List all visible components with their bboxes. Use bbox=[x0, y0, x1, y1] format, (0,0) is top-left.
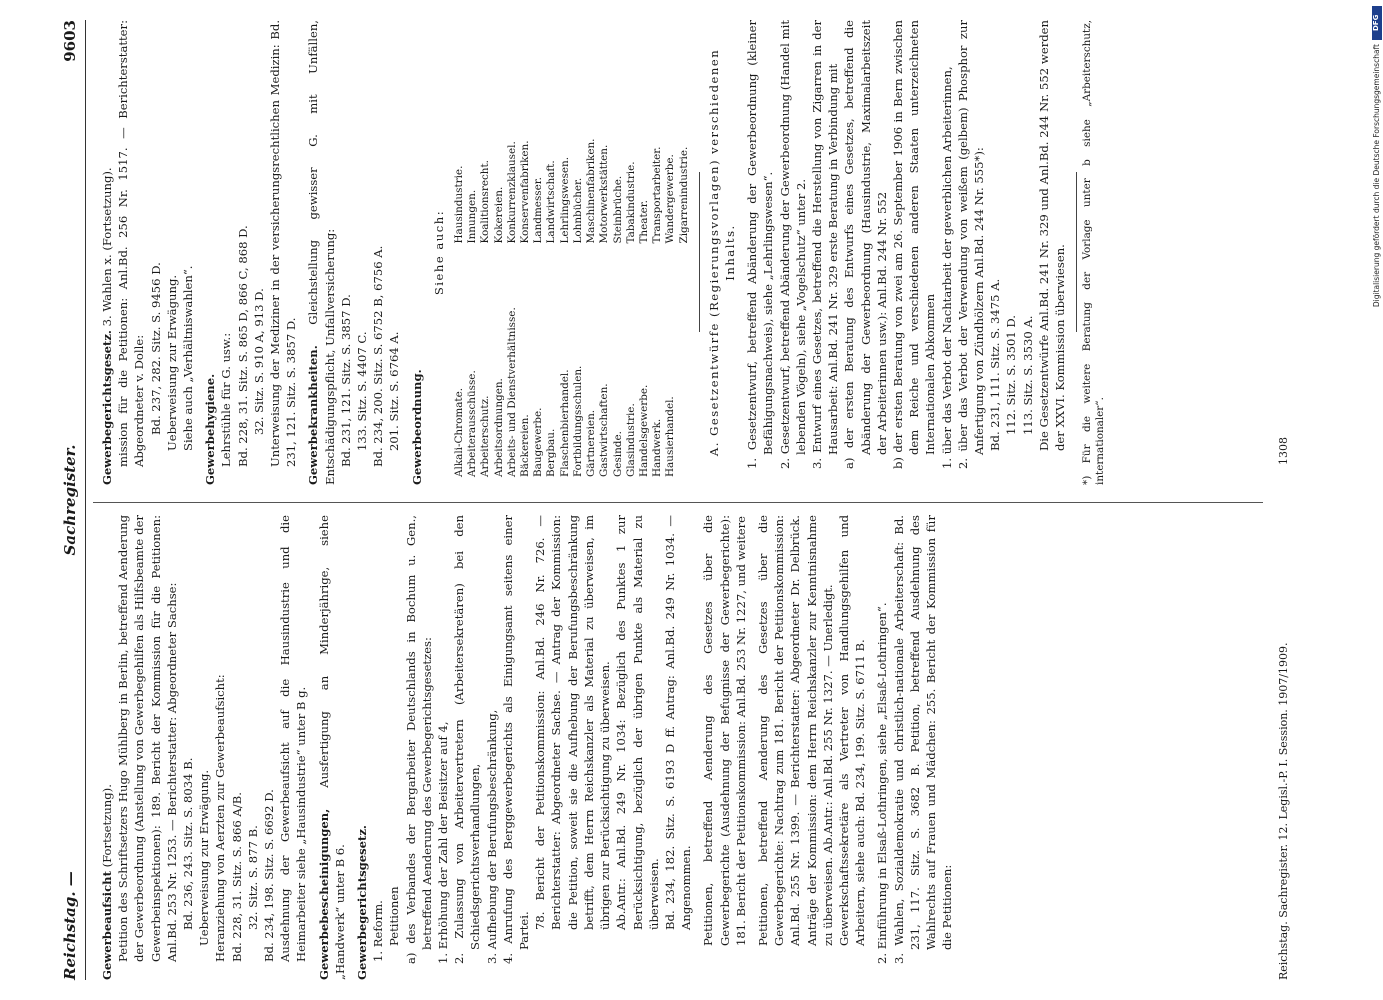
entry-keyword: Gewerbebescheinigungen, bbox=[316, 808, 331, 980]
entry-text: 2. Zulassung von Arbeitervertretern (Arbeitersekretären) bei den Schiedsgerichtsverhandlungen, bbox=[452, 515, 483, 964]
entry-keyword: Gewerbegerichtsgesetz. bbox=[100, 330, 114, 485]
entry-text: Unterweisung der Mediziner in der versicherungsrechtlichen Medizin: Bd. 231, 121. Sitz. S. 3857 D. bbox=[268, 20, 299, 467]
see-also-item: Hausindustrie. bbox=[453, 165, 466, 244]
see-also-item: Flaschenbierhandel. bbox=[558, 369, 571, 477]
entry-text: Die Gesetzentwürfe Anl.Bd. 241 Nr. 329 und Anl.Bd. 244 Nr. 552 werden der XXVI. Kommission überwiesen. bbox=[1036, 20, 1067, 451]
rotated-register-page bbox=[45, 0, 1345, 1000]
section-heading: A. Gesetzentwürfe (Regierungsvorlagen) verschiedenen Inhalts. bbox=[706, 48, 737, 457]
see-also-item: Handelsgewerbe. bbox=[637, 384, 650, 477]
entry-text: 112. Sitz. S. 3501 D. bbox=[1004, 315, 1019, 435]
see-also-item: Arbeits- und Dienstverhältnisse. bbox=[505, 307, 518, 477]
entry-text: 133. Sitz. S. 4407 C. bbox=[355, 331, 370, 451]
see-also-item: Koalitionsrecht. bbox=[479, 160, 492, 244]
header-center: Sachregister. bbox=[61, 444, 79, 556]
entry-text: 113. Sitz. S. 3530 A. bbox=[1020, 315, 1035, 435]
dfg-logo: DFG bbox=[1372, 6, 1382, 40]
entry-text: a) des Verbandes der Bergarbeiter Deutschlands in Bochum u. Gen., betreffend Aenderung des Gewerbegerichtsgesetzes: bbox=[403, 515, 434, 964]
see-also-item: Arbeiterschutz. bbox=[479, 395, 492, 477]
entry-keyword: Gewerbegerichtsgesetz. bbox=[355, 825, 370, 980]
right-column bbox=[93, 20, 1107, 485]
see-also-item: Wandergewerbe. bbox=[664, 154, 677, 244]
entry-text: Lehrstühle für G. usw.: bbox=[219, 332, 234, 467]
left-column bbox=[93, 515, 955, 980]
entry-text: Bd. 228, 31. Sitz. S. 866 A/B. bbox=[229, 792, 244, 962]
see-also-item: Glasindustrie. bbox=[624, 403, 637, 477]
see-also-item: Arbeitsordnungen. bbox=[492, 378, 505, 477]
entry-text: mission für die Petitionen: Anl.Bd. 256 Nr. 1517. — Berichterstatter: Abgeordneter v. Dolle: bbox=[116, 20, 147, 467]
entry-text: Petitionen, betreffend Aenderung des Gesetzes über die Gewerbegerichte: Nachtrag zum 181. Bericht der Petitionskommission: Anl.Bd. 255 Nr. 1399. — Berichterstatter: Abgeordneter Dr. Delbrück. Anträge der Kommission: dem Herrn Reichskanzler zur Kenntnisnahme zu überweisen. Ab.Antr.: Anl.Bd. 255 Nr. 1327. — Unerledigt. bbox=[755, 515, 835, 946]
footer-left: Reichstag. Sachregister. 12. Legisl.-P. I. Session. 1907/1909. bbox=[1277, 642, 1290, 980]
entry-text: 32. Sitz. S. 910 A, 913 D. bbox=[251, 288, 266, 435]
entry-keyword-suffix: (Fortsetzung). bbox=[100, 784, 114, 872]
entry-text: Petitionen bbox=[387, 886, 402, 946]
see-also-item: Innungen. bbox=[466, 189, 479, 244]
footer-signature: 1308 bbox=[1277, 437, 1290, 465]
see-also-item: Alkali-Chromate. bbox=[453, 387, 466, 477]
see-also-item: Motorwerkstätten. bbox=[598, 144, 611, 244]
entry-text: Ueberweisung zur Erwägung. bbox=[197, 769, 212, 946]
entry-text: 3. Aufhebung der Berufungsbeschränkung, bbox=[484, 709, 499, 964]
entry-text: Ab.Antr.: Anl.Bd. 249 Nr. 1034: Bezüglich des Punktes 1 zur Berücksichtigung, bezüglich der übrigen Punkte als Material zu überweisen. bbox=[614, 515, 661, 930]
entry-text: 4. Anrufung des Berggewerbegerichts als Einigungsamt seitens einer Partei. bbox=[500, 515, 532, 964]
entry-text: 1. Gesetzentwurf, betreffend Abänderung der Gewerbeordnung (kleiner Befähigungsnachweis), siehe „Lehrlingswesen“. bbox=[745, 20, 776, 469]
entry-heading bbox=[316, 515, 348, 980]
see-also-item: Konservenfabriken. bbox=[519, 140, 532, 244]
entry-keyword: Gewerbeaufsicht bbox=[100, 871, 114, 980]
see-also-item: Gesinde. bbox=[611, 431, 624, 477]
see-also-list bbox=[453, 20, 691, 485]
page-header bbox=[61, 20, 83, 980]
entry-text: Bd. 228, 31. Sitz. S. 865 D, 866 C, 868 D. bbox=[235, 225, 250, 467]
entry-keyword: Gewerbeordnung. bbox=[409, 369, 424, 485]
entry-text: Siehe auch „Verhältniswahlen“. bbox=[181, 265, 196, 451]
entry-text: Bd. 236, 243. Sitz. S. 8034 B. bbox=[181, 757, 196, 930]
header-rule bbox=[85, 20, 86, 980]
entry-text: Bd. 234, 182. Sitz. S. 6193 D ff. Antrag: Anl.Bd. 249 Nr. 1034. — Angenommen. bbox=[662, 515, 694, 930]
see-also-item: Theater. bbox=[637, 200, 650, 244]
see-also-list-b bbox=[453, 20, 691, 244]
see-also-item: Baugewerbe. bbox=[532, 407, 545, 477]
see-also-item: Transportarbeiter. bbox=[651, 146, 664, 244]
see-also-item: Gärtnereien. bbox=[585, 409, 598, 477]
footnote-divider bbox=[1076, 173, 1077, 333]
see-also-item: Maschinenfabriken. bbox=[585, 138, 598, 244]
entry-text: Ueberweisung zur Erwägung. bbox=[164, 274, 179, 451]
entry-text: Gewerkschaftssekretäre als Vertreter von Handlungsgehilfen und Arbeitern, siehe auch: Bd. 234, 199. Sitz. S. 6711 B. bbox=[836, 515, 868, 946]
see-also-item: Bäckereien. bbox=[519, 414, 532, 477]
entry-text: Petitionen, betreffend Aenderung des Gesetzes über die Gewerbegerichte (Ausdehnung der Befugnisse der Gewerbegerichte): 181. Bericht der Petitionskommission: Anl.Bd. 253 Nr. 1227, und weitere bbox=[701, 515, 748, 946]
entry-text: 1. Reform. bbox=[371, 900, 386, 962]
see-also-item: Kokereien. bbox=[492, 186, 505, 244]
see-also-item: Handwerk. bbox=[651, 418, 664, 477]
column-rule bbox=[93, 502, 1263, 503]
entry-text: Bd. 237, 282. Sitz. S. 9456 D. bbox=[148, 262, 163, 435]
see-also-item: Bergbau. bbox=[545, 428, 558, 477]
see-also-item: Lohnbücher. bbox=[571, 177, 584, 244]
entry-keyword-suffix: Ausfertigung an Minderjährige, siehe „Handwerk“ unter B 6. bbox=[316, 515, 347, 980]
see-also-item: Arbeiterausschüsse. bbox=[466, 370, 479, 477]
entry-text: 2. Einführung in Elsaß-Lothringen, siehe „Elsaß-Lothringen“. bbox=[875, 602, 890, 964]
entry-text: 201. Sitz. S. 6764 A. bbox=[387, 331, 402, 451]
entry-text: 1. Erhöhung der Zahl der Beisitzer auf 4, bbox=[436, 721, 451, 964]
page-number: 9603 bbox=[61, 20, 79, 62]
entry-text: Heranziehung von Aerzten zur Gewerbeaufsicht: bbox=[213, 674, 228, 962]
entry-text: 3. Wahlen, Sozialdemokratie und christlich-nationale Arbeiterschaft: Bd. 231, 117. Sitz. S. 3682 B. Petition, betreffend Ausdehnung des Wahlrechts auf Frauen und Mädchen: 255. Bericht der Kommission für die Petitionen: bbox=[891, 515, 955, 964]
entry-keyword-suffix: Gleichstellung gewisser G. mit Unfällen, Entschädigungspflicht, Unfallversicherung: bbox=[306, 20, 337, 485]
entry-heading bbox=[202, 20, 218, 485]
entry-heading bbox=[354, 515, 370, 980]
see-also-item: Konkurrenzklausel. bbox=[505, 141, 518, 244]
entry-text: 32. Sitz. S. 877 B. bbox=[245, 825, 260, 930]
entry-heading bbox=[99, 20, 115, 485]
see-also-item: Lehrlingswesen. bbox=[558, 156, 571, 244]
see-also-item: Gastwirtschaften. bbox=[598, 383, 611, 477]
section-heading: Siehe auch: bbox=[431, 209, 446, 296]
entry-text: a) der ersten Beratung des Entwurfs eines Gesetzes, betreffend die Abänderung der Gewerbeordnung (Hausindustrie, Maximalarbeitszeit der Arbeiterinnen usw.): Anl.Bd. 244 Nr. 552 bbox=[842, 20, 889, 469]
entry-keyword-suffix: 3. Wahlen x. (Fortsetzung). bbox=[100, 167, 114, 331]
entry-text: 2. über das Verbot der Verwendung von weißem (gelbem) Phosphor zur Anfertigung von Zündhölzern Anl.Bd. 244 Nr. 555*): bbox=[955, 20, 986, 469]
entry-text: Bd. 234, 198. Sitz. S. 6692 D. bbox=[262, 789, 277, 962]
entry-text: Bd. 231, 121. Sitz. S. 3857 D. bbox=[338, 294, 353, 467]
section-divider bbox=[699, 173, 700, 333]
entry-text: Bd. 231, 111. Sitz. S. 3475 A. bbox=[988, 278, 1003, 451]
right-column-bottom bbox=[706, 20, 1068, 485]
see-also-item: Landmesser. bbox=[532, 177, 545, 244]
entry-text: Bd. 234, 200. Sitz. S. 6752 B, 6756 A. bbox=[371, 245, 386, 467]
entry-text: 2. Gesetzentwurf, betreffend Abänderung der Gewerbeordnung (Handel mit lebenden Vögeln), siehe „Vogelschutz“ unter 2. bbox=[777, 20, 808, 469]
header-left: Reichstag. — bbox=[61, 871, 79, 980]
entry-keyword: Gewerbekrankheiten. bbox=[306, 345, 321, 485]
digitization-sidebar bbox=[1372, 0, 1382, 1000]
entry-text: 3. Entwurf eines Gesetzes, betreffend die Herstellung von Zigarren in der Hausarbeit: Anl.Bd. 241 Nr. 329 erste Beratung in Verbindung mit bbox=[809, 20, 841, 469]
page-footer bbox=[1277, 20, 1299, 980]
entry-text: 1. über das Verbot der Nachtarbeit der gewerblichen Arbeiterinnen, bbox=[939, 66, 954, 469]
entry-heading bbox=[409, 20, 425, 485]
right-column-top bbox=[99, 20, 447, 485]
entry-keyword: Gewerbehygiene. bbox=[203, 373, 218, 485]
entry-heading bbox=[305, 20, 337, 485]
entry-text: Petition des Schriftsetzers Hugo Mühlberg in Berlin, betreffend Aenderung der Gewerbeordnung (Anstellung von Gewerbegehilfen als Hilfsbeamte der Gewerbeinspektionen): 189. Bericht der Kommission für die Petitionen: Anl.Bd. 253 Nr. 1253. — Berichterstatter: Abgeordneter Sachse: bbox=[116, 515, 179, 962]
see-also-item: Tabakindustrie. bbox=[624, 161, 637, 244]
see-also-item: Hausierhandel. bbox=[664, 396, 677, 477]
see-also-item: Landwirtschaft. bbox=[545, 160, 558, 244]
footnote: *) Für die weitere Beratung der Vorlage unter b siehe „Arbeiterschutz, internationaler“. bbox=[1081, 20, 1107, 485]
see-also-item: Steinbrüche. bbox=[611, 175, 624, 244]
see-also-list-a bbox=[453, 254, 691, 478]
digitization-credit: Digitalisierung gefördert durch die Deutsche Forschungsgemeinschaft bbox=[1372, 44, 1381, 308]
entry-text: b) der ersten Beratung von zwei am 26. September 1906 in Bern zwischen dem Reiche und verschiedenen anderen Staaten unterzeichneten Internationalen Abkommen bbox=[890, 20, 938, 469]
see-also-item: Zigarrenindustrie. bbox=[677, 146, 690, 244]
entry-text: 78. Bericht der Petitionskommission: Anl.Bd. 246 Nr. 726. — Berichterstatter: Abgeordneter Sachse. — Antrag der Kommission: die Petition, soweit sie die Aufhebung der Berufungsbeschränkung betrifft, dem Herrn Reichskanzler als Material zu überweisen, im übrigen zur Berücksichtigung zu überweisen. bbox=[533, 515, 613, 930]
entry-text: Ausdehnung der Gewerbeaufsicht auf die Hausindustrie und die Heimarbeiter siehe „Hausindustrie“ unter B g. bbox=[278, 515, 309, 962]
see-also-item: Fortbildungsschulen. bbox=[571, 365, 584, 477]
entry-heading bbox=[99, 515, 115, 980]
